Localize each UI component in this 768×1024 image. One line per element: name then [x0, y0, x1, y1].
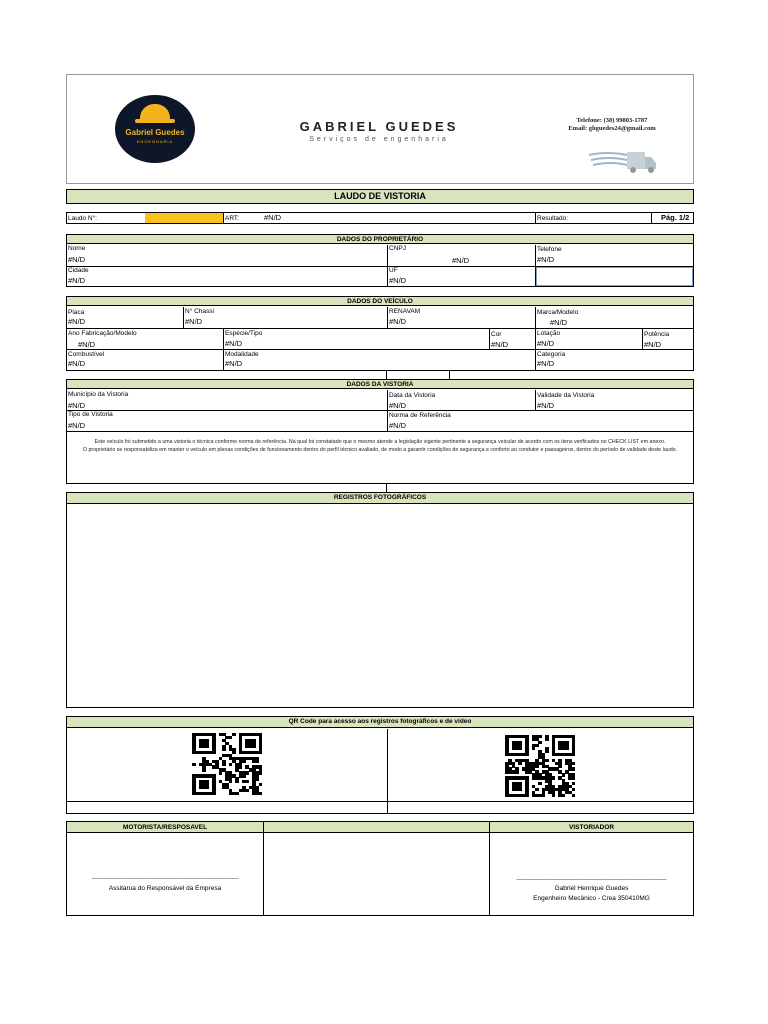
driver-header: MOTORISTA/RESPOSAVEL: [122, 824, 208, 831]
qr-module: [259, 783, 263, 786]
qr-module: [562, 773, 566, 776]
truck-icon: [587, 147, 659, 175]
qr-module: [535, 744, 539, 747]
driver-signature-caption: Assitarua do Responsável da Empresa: [108, 885, 222, 892]
species-value: #N/D: [225, 339, 243, 348]
qr-module: [229, 763, 233, 766]
qr-module: [518, 762, 522, 765]
qr-module: [212, 792, 216, 795]
standard-label: Norma de Referência: [389, 412, 451, 419]
capacity-value: #N/D: [537, 339, 555, 348]
contact-phone: Telefone: (38) 99803-1787: [576, 117, 648, 124]
standard-value: #N/D: [389, 421, 407, 430]
qr-module: [192, 763, 196, 766]
qr-module: [245, 780, 249, 783]
owner-city-value: #N/D: [68, 276, 86, 285]
brand-tagline: Serviços de engenharia: [309, 136, 449, 143]
document-title-bar: [66, 189, 694, 204]
qr-module: [572, 794, 576, 797]
make-model-value: #N/D: [550, 318, 568, 327]
art-label: ART:: [225, 215, 239, 222]
resultado-label: Resultado:: [537, 215, 569, 222]
company-logo: [115, 95, 195, 163]
qr-module: [202, 768, 206, 771]
qr-module: [252, 745, 256, 748]
qr-module: [518, 747, 522, 750]
year-value: #N/D: [78, 340, 96, 349]
chassis-label: N° Chassi: [185, 308, 214, 315]
species-label: Espécie/Tipo: [225, 330, 263, 337]
year-label: Ano Fabricação/Modelo: [68, 330, 137, 337]
color-label: Cor: [491, 331, 502, 338]
qr-module: [562, 794, 566, 797]
page-number: Pág. 1/2: [661, 213, 690, 222]
qr-module: [572, 767, 576, 770]
statement-paragraph-2: O proprietário se responsabiliza em manter o veículo em plenas condições de funcionamento dentro do perfil técnico avaliado, de modo a garantir condições de segurança e conforto ao condutor e passageiros, dentro do período de validade deste laudo.: [82, 447, 678, 453]
qr-module: [535, 765, 539, 768]
document-title: LAUDO DE VISTORIA: [334, 191, 426, 201]
qr-module: [239, 765, 243, 768]
qr-module: [245, 789, 249, 792]
modality-label: Modalidade: [225, 351, 259, 358]
qr-module: [545, 738, 549, 741]
qr-code-video[interactable]: [505, 735, 575, 797]
power-label: Potência: [644, 331, 670, 338]
qr-module: [572, 762, 576, 765]
qr-module: [222, 763, 226, 766]
inspection-date-value: #N/D: [389, 401, 407, 410]
inspection-section: [66, 379, 694, 484]
category-value: #N/D: [537, 359, 555, 368]
category-label: Categoria: [537, 351, 566, 358]
contact-email: Email: ghguedes24@gmail.com: [568, 125, 656, 132]
inspection-section-header: DADOS DA VISTORIA: [67, 380, 693, 389]
statement-paragraph-1: Este veículo foi submetido a uma vistoria o técnica conforme norma de referência. Na qual foi constatado que o mesmo atende a legislação vigente pertinente a segurança veicular de acordo com os itens verificados no CHECK LIST em anexo.: [94, 439, 666, 445]
qr-module: [572, 776, 576, 779]
inspector-title: Engenheiro Mecânico - Crea 350410MG: [533, 895, 650, 902]
municipality-value: #N/D: [68, 401, 86, 410]
plate-label: Placa: [68, 309, 85, 316]
qr-module: [542, 794, 546, 797]
photos-section-header: REGISTROS FOTOGRÁFICOS: [67, 493, 693, 504]
owner-name-value: #N/D: [68, 255, 86, 264]
qr-module: [232, 751, 236, 754]
owner-city-label: Cidade: [68, 267, 89, 274]
helmet-icon: [140, 104, 170, 120]
qr-module: [235, 792, 239, 795]
qr-module: [545, 759, 549, 762]
validity-value: #N/D: [537, 401, 555, 410]
inspector-name: Gabriel Henrique Guedes: [554, 885, 629, 892]
power-value: #N/D: [644, 340, 662, 349]
owner-section-header: DADOS DO PROPRIETÁRIO: [67, 235, 693, 244]
signature-section: [66, 821, 694, 916]
qr-module: [552, 776, 556, 779]
qr-module: [219, 771, 223, 774]
logo-name: Gabriel Guedes: [125, 128, 185, 137]
qr-module: [205, 786, 209, 789]
plate-value: #N/D: [68, 317, 86, 326]
owner-uf-value: #N/D: [389, 276, 407, 285]
qr-module: [205, 745, 209, 748]
qr-module: [255, 777, 259, 780]
photos-area[interactable]: [67, 505, 693, 707]
qr-module: [229, 780, 233, 783]
letterhead: [66, 74, 694, 184]
qr-module: [535, 788, 539, 791]
owner-name-label: Nome: [68, 245, 86, 252]
logo-sub: ENGENHARIA: [136, 139, 174, 144]
qr-module: [525, 753, 529, 756]
qr-module: [565, 747, 569, 750]
make-model-label: Marca/Modelo: [537, 309, 579, 316]
brand-name: GABRIEL GUEDES: [299, 119, 459, 134]
qr-module: [259, 751, 263, 754]
inspection-type-label: Tipo de Vistoria: [68, 411, 113, 418]
qr-module: [572, 788, 576, 791]
color-value: #N/D: [491, 340, 509, 349]
qr-module: [572, 753, 576, 756]
qr-module: [525, 794, 529, 797]
validity-label: Validade da Vistoria: [537, 392, 595, 399]
renavam-label: RENAVAM: [389, 308, 421, 315]
qr-module: [538, 782, 542, 785]
inspector-signature-line[interactable]: _________________________________________________: [516, 875, 667, 881]
inspection-date-label: Data da Vistoria: [389, 392, 436, 399]
modality-value: #N/D: [225, 359, 243, 368]
vehicle-section: [66, 296, 694, 371]
owner-section: [66, 234, 694, 287]
vehicle-section-header: DADOS DO VEÍCULO: [67, 297, 693, 306]
municipality-label: Município da Vistoria: [68, 391, 129, 398]
driver-signature-line[interactable]: ________________________________________________: [91, 874, 239, 880]
renavam-value: #N/D: [389, 317, 407, 326]
qr-module: [518, 788, 522, 791]
qr-module: [532, 747, 536, 750]
inspection-type-value: #N/D: [68, 421, 86, 430]
qr-module: [229, 736, 233, 739]
qr-module: [545, 750, 549, 753]
owner-cnpj-value: #N/D: [452, 256, 470, 265]
qr-module: [242, 774, 246, 777]
qr-module: [255, 760, 259, 763]
photos-section: [66, 492, 694, 708]
info-row: [66, 212, 694, 224]
qr-module: [572, 782, 576, 785]
inspector-header: VISTORIADOR: [568, 824, 615, 831]
owner-cnpj-label: CNPJ: [389, 245, 406, 252]
qr-module: [245, 771, 249, 774]
chassis-value: #N/D: [185, 317, 203, 326]
fuel-label: Combustível: [68, 351, 105, 358]
qr-module: [558, 765, 562, 768]
qr-module: [515, 770, 519, 773]
qr-module: [552, 794, 556, 797]
art-value: #N/D: [264, 213, 282, 222]
qr-module: [538, 735, 542, 738]
qr-code-photos[interactable]: [192, 733, 262, 795]
owner-uf-label: UF: [389, 267, 398, 274]
qr-module: [259, 792, 263, 795]
qr-module: [222, 748, 226, 751]
qr-section: [66, 716, 694, 814]
qr-module: [538, 741, 542, 744]
capacity-label: Lotação: [537, 330, 561, 337]
owner-blank-cell: [536, 267, 693, 286]
qr-module: [259, 771, 263, 774]
laudo-number-label: Laudo N°:: [68, 215, 97, 222]
qr-module: [232, 733, 236, 736]
qr-module: [242, 760, 246, 763]
qr-module: [235, 780, 239, 783]
fuel-value: #N/D: [68, 359, 86, 368]
owner-phone-value: #N/D: [537, 255, 555, 264]
helmet-brim-icon: [135, 119, 175, 123]
laudo-number-field[interactable]: [145, 213, 223, 223]
inspection-statement: [67, 438, 693, 454]
qr-module: [212, 751, 216, 754]
qr-section-header: QR Code para acesso aos registros fotográficos e de vídeo: [67, 717, 693, 728]
owner-phone-label: Telefone: [537, 246, 562, 253]
